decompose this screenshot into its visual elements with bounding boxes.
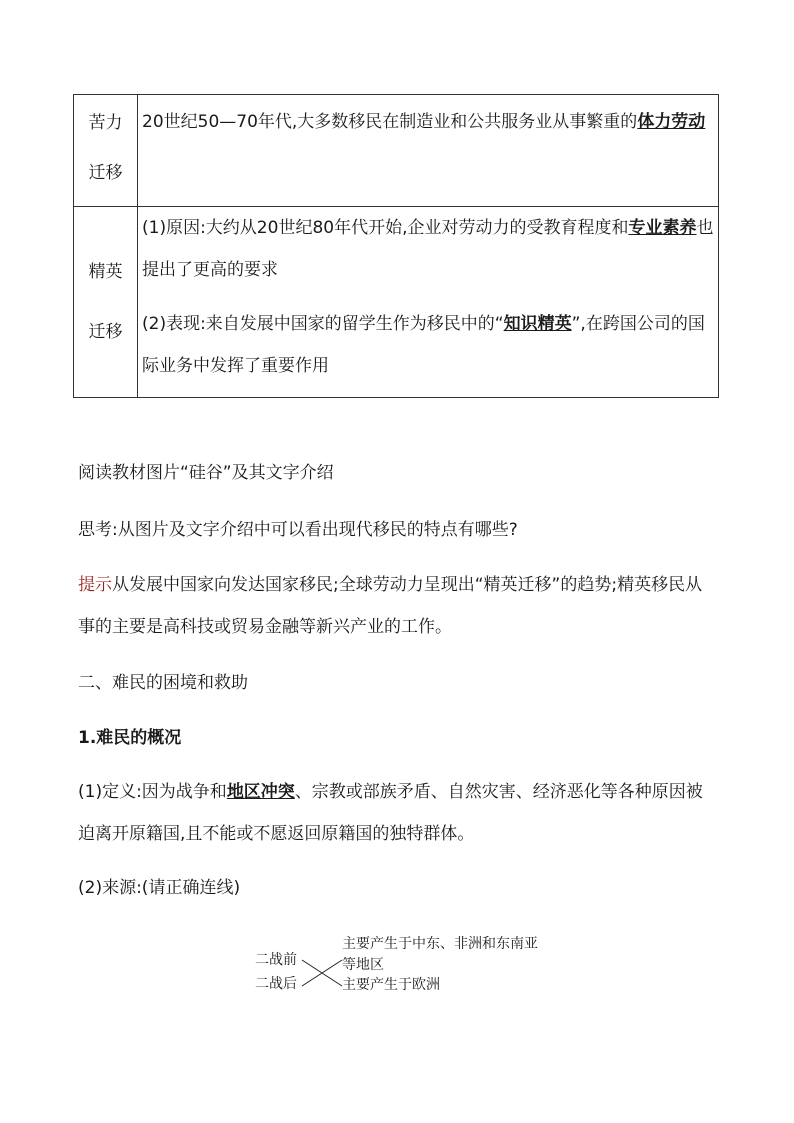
row-content [138, 95, 719, 207]
left-item: 二战后 [255, 976, 297, 992]
text-run: 20世纪50—70年代,大多数移民在制造业和公共服务业从事繁重的 [142, 112, 638, 132]
content-paragraph [142, 207, 715, 291]
content-paragraph [142, 291, 715, 387]
content-paragraph [142, 95, 715, 143]
hint-text: 从发展中国家向发达国家移民;全球劳动力呈现出“精英迁移”的趋势;精英移民从事的主要是高科技或贸易金融等新兴产业的工作。 [78, 575, 703, 637]
row-header-line: 精英 [88, 262, 123, 282]
text-run: (1)原因:大约从20世纪80年代开始,企业对劳动力的受教育程度和 [142, 218, 629, 238]
table-row [74, 207, 719, 398]
text-run: (2)表现:来自发展中国家的留学生作为移民中的“ [142, 314, 504, 334]
right-item-continued: 等地区 [342, 957, 384, 973]
row-header-line: 迁移 [88, 163, 123, 183]
question-text: 思考:从图片及文字介绍中可以看出现代移民的特点有哪些? [78, 520, 518, 540]
hint-label: 提示 [78, 575, 112, 595]
text-run: 也提出了更高的要求 [142, 218, 714, 280]
table-row [74, 95, 719, 207]
row-header-line: 迁移 [88, 322, 123, 342]
row-header [74, 207, 138, 398]
left-item: 二战前 [255, 952, 297, 968]
definition-paragraph [78, 771, 718, 855]
section-title: 二、难民的困境和救助 [78, 673, 248, 693]
right-item: 主要产生于欧洲 [342, 977, 440, 993]
key-term: 地区冲突 [226, 782, 295, 802]
text-run: 、宗教或部族矛盾、自然灾害、经济恶化等各种原因被迫离开原籍国,且不能或不愿返回原籍国的独特群体。 [78, 782, 703, 844]
migration-table [73, 94, 719, 398]
text-run: ”,在跨国公司的国际业务中发挥了重要作用 [142, 314, 705, 376]
source-label: (2)来源:(请正确连线) [78, 878, 241, 898]
matching-diagram [250, 930, 570, 1000]
key-term: 知识精英 [503, 314, 572, 334]
subheading: 1.难民的概况 [78, 728, 182, 748]
text-run: (1)定义:因为战争和 [78, 782, 227, 802]
reading-prompt: 阅读教材图片“硅谷”及其文字介绍 [78, 463, 334, 483]
row-content [138, 207, 719, 398]
key-term: 专业素养 [628, 218, 697, 238]
connector-lines [300, 950, 345, 990]
row-header [74, 95, 138, 207]
key-term: 体力劳动 [637, 112, 706, 132]
row-header-line: 苦力 [88, 113, 123, 133]
hint-paragraph [78, 564, 718, 648]
right-item: 主要产生于中东、非洲和东南亚 [342, 936, 538, 952]
